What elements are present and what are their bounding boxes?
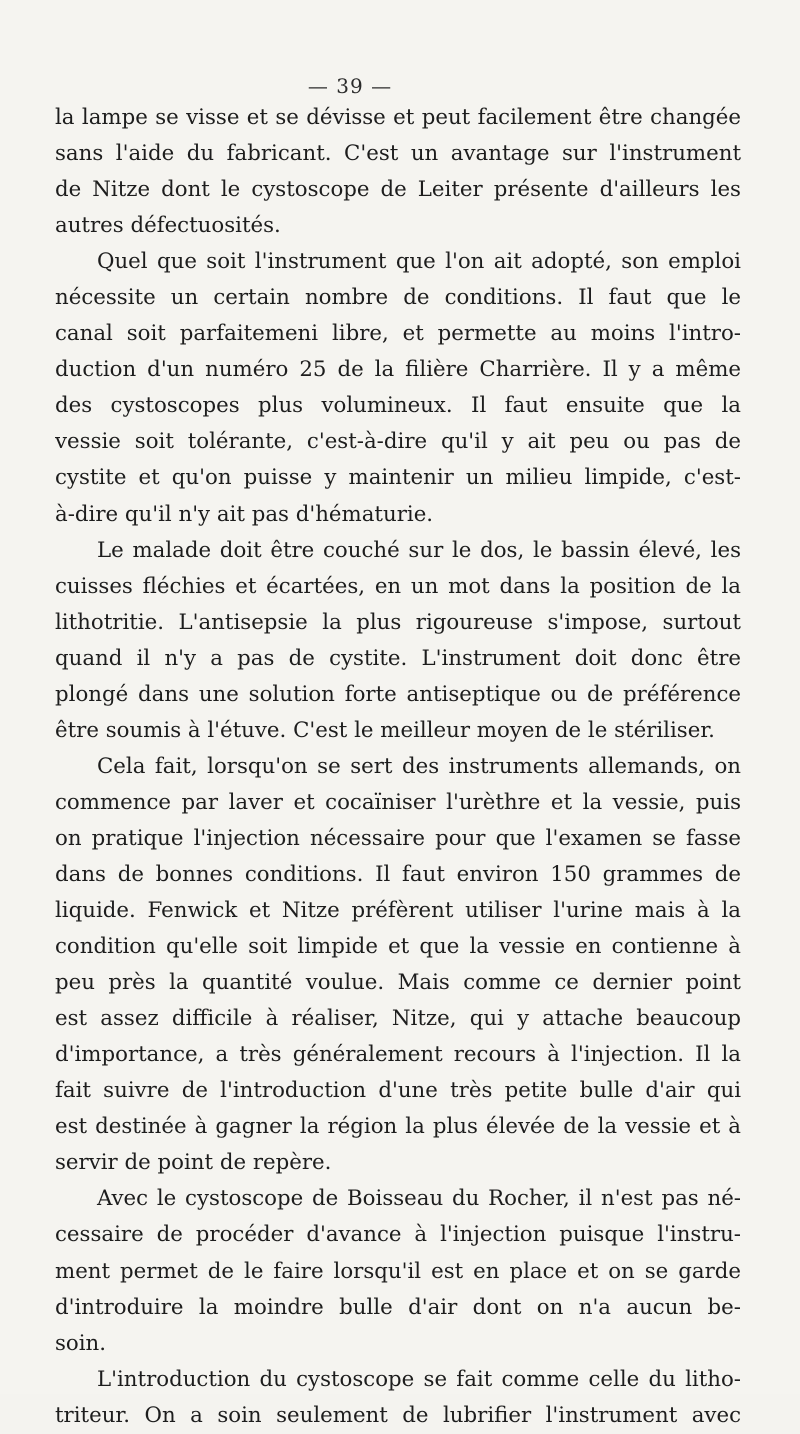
text-line: d'importance, a très généralement recours à l'injection. Il la	[55, 1042, 741, 1068]
text-line: duction d'un numéro 25 de la filière Charrière. Il y a même	[55, 357, 741, 383]
body-text	[55, 100, 741, 1434]
text-line: vessie soit tolérante, c'est-à-dire qu'il y ait peu ou pas de	[55, 429, 741, 455]
text-line: L'introduction du cystoscope se fait comme celle du litho-	[97, 1366, 741, 1392]
text-line: est destinée à gagner la région la plus élevée de la vessie et à	[55, 1114, 741, 1140]
text-line: quand il n'y a pas de cystite. L'instrument doit donc être	[55, 645, 741, 671]
text-line: de Nitze dont le cystoscope de Leiter présente d'ailleurs les	[55, 177, 741, 203]
text-line: autres défectuosités.	[55, 213, 281, 239]
text-line: plongé dans une solution forte antiseptique ou de préférence	[55, 681, 741, 707]
text-line: la lampe se visse et se dévisse et peut facilement être changée	[55, 105, 741, 130]
text-line: canal soit parfaitemeni libre, et permette au moins l'intro-	[55, 321, 741, 347]
text-line: à-dire qu'il n'y ait pas d'hématurie.	[55, 501, 434, 527]
text-line: Le malade doit être couché sur le dos, le bassin élevé, les	[97, 537, 741, 563]
text-line: dans de bonnes conditions. Il faut environ 150 grammes de	[55, 861, 741, 887]
text-line: d'introduire la moindre bulle d'air dont on n'a aucun be-	[55, 1294, 741, 1320]
text-line: liquide. Fenwick et Nitze préfèrent utiliser l'urine mais à la	[55, 898, 741, 924]
text-line: Avec le cystoscope de Boisseau du Rocher, il n'est pas né-	[97, 1186, 741, 1212]
text-line: sans l'aide du fabricant. C'est un avantage sur l'instrument	[55, 141, 741, 167]
text-line: servir de point de repère.	[55, 1150, 332, 1176]
text-line: cystite et qu'on puisse y maintenir un milieu limpide, c'est-	[55, 465, 741, 491]
text-line: fait suivre de l'introduction d'une très petite bulle d'air qui	[55, 1078, 741, 1104]
text-line: cessaire de procéder d'avance à l'injection puisque l'instru-	[55, 1222, 741, 1248]
text-line: commence par laver et cocaïniser l'urèthre et la vessie, puis	[55, 789, 741, 815]
text-line: ment permet de le faire lorsqu'il est en place et on se garde	[55, 1258, 741, 1284]
text-line: est assez difficile à réaliser, Nitze, qui y attache beaucoup	[55, 1006, 741, 1032]
text-line: lithotritie. L'antisepsie la plus rigoureuse s'impose, surtout	[55, 609, 741, 635]
text-line: cuisses fléchies et écartées, en un mot dans la position de la	[55, 573, 741, 599]
text-line: condition qu'elle soit limpide et que la vessie en contienne à	[55, 934, 741, 960]
text-line: des cystoscopes plus volumineux. Il faut ensuite que la	[55, 393, 741, 419]
text-line: peu près la quantité voulue. Mais comme ce dernier point	[55, 970, 741, 996]
text-line: on pratique l'injection nécessaire pour que l'examen se fasse	[55, 825, 741, 851]
text-line: être soumis à l'étuve. C'est le meilleur moyen de le stériliser.	[55, 717, 715, 743]
text-line: triteur. On a soin seulement de lubrifier l'instrument avec	[55, 1402, 741, 1428]
text-line: nécessite un certain nombre de conditions. Il faut que le	[55, 285, 741, 311]
text-line: Cela fait, lorsqu'on se sert des instruments allemands, on	[97, 753, 741, 779]
page-number: — 39 —	[307, 74, 393, 98]
text-line: Quel que soit l'instrument que l'on ait adopté, son emploi	[97, 249, 741, 275]
text-line: soin.	[55, 1330, 107, 1356]
